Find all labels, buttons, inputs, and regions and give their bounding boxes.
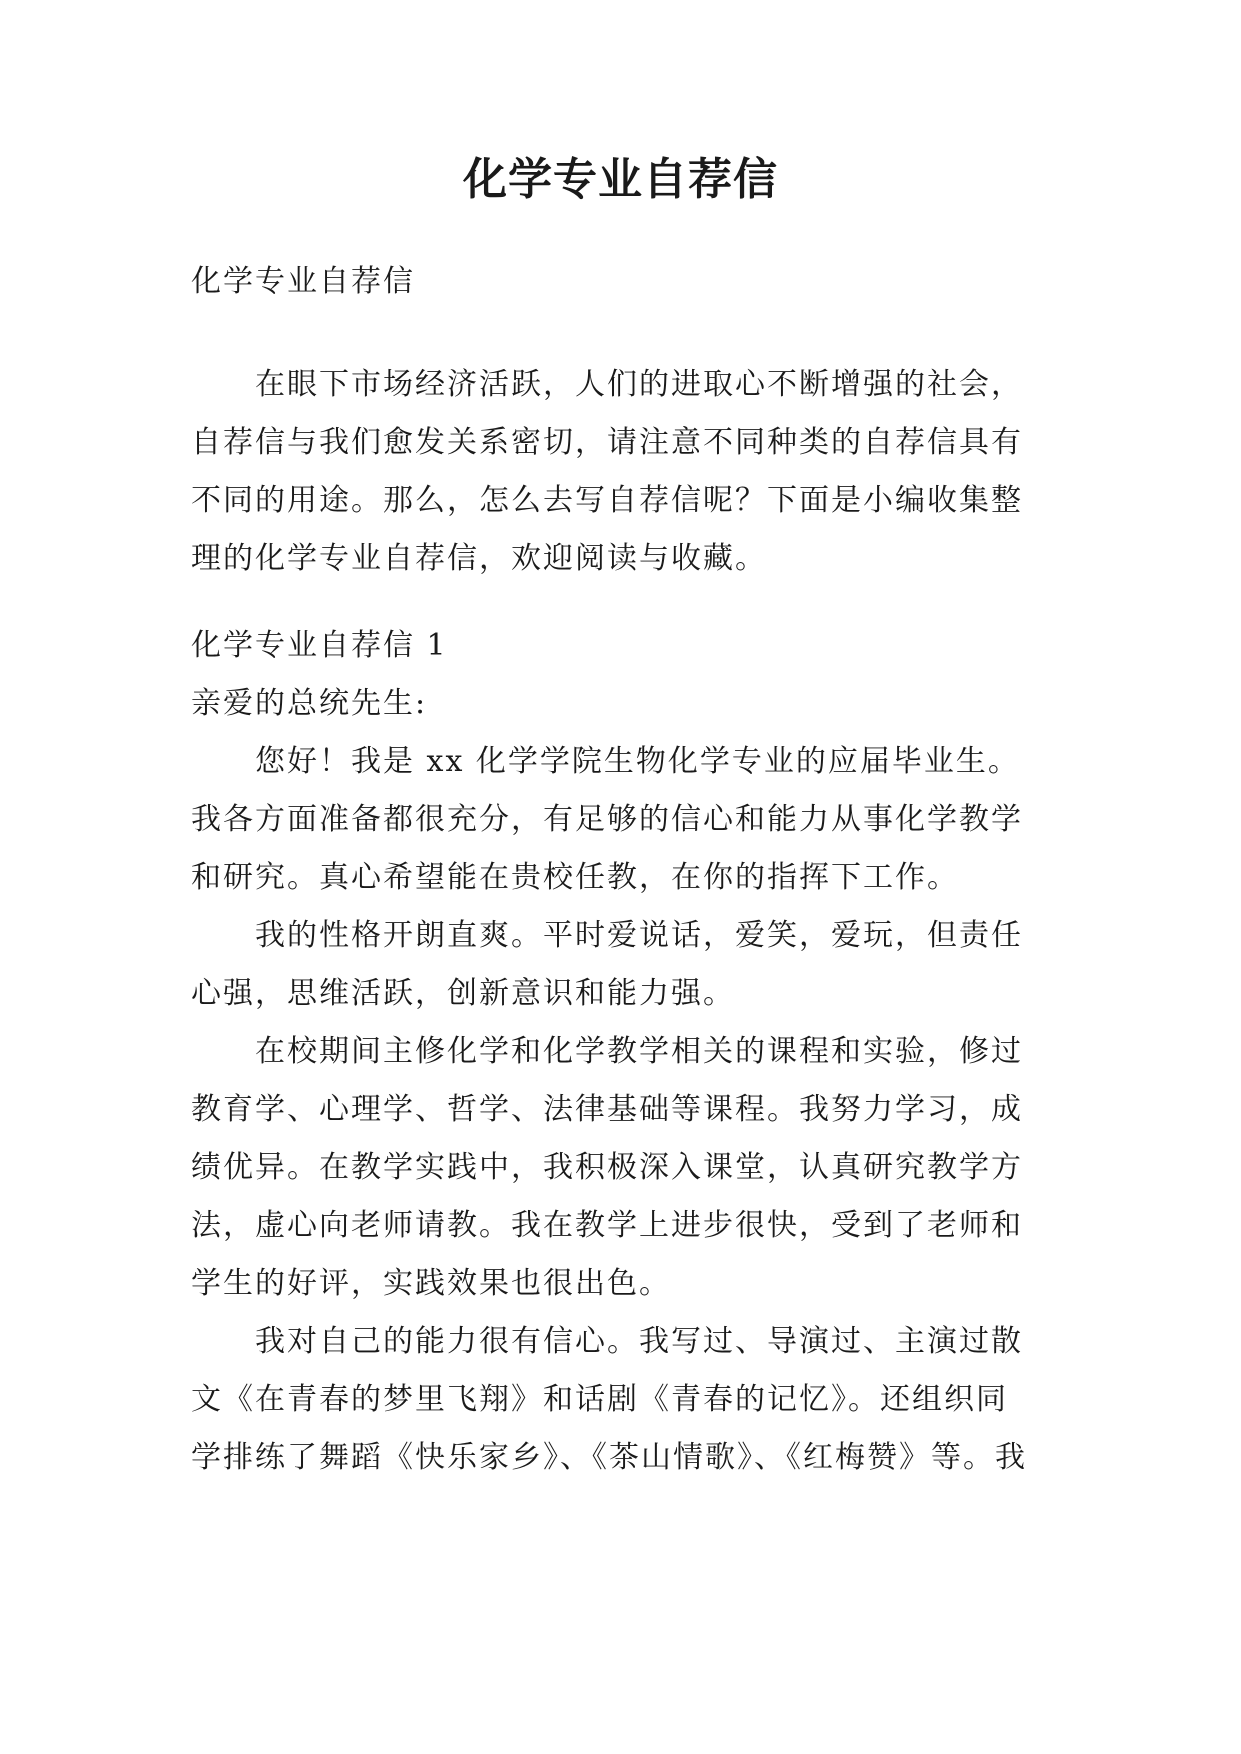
letter-section — [191, 617, 1051, 1487]
intro-line: 在眼下市场经济活跃，人们的进取心不断增强的社会， — [191, 367, 1023, 402]
document-subtitle: 化学专业自荐信 — [191, 264, 415, 299]
body-line: 心强，思维活跃，创新意识和能力强。 — [191, 976, 735, 1011]
body-line: 学排练了舞蹈《快乐家乡》、《茶山情歌》、《红梅赞》等。我 — [191, 1440, 1027, 1475]
intro-paragraph — [191, 356, 1051, 588]
body-line: 在校期间主修化学和化学教学相关的课程和实验，修过 — [191, 1034, 1023, 1069]
document-title: 化学专业自荐信 — [463, 154, 778, 205]
document-subtitle-block — [191, 253, 1051, 311]
body-line: 您好！我是 xx 化学学院生物化学专业的应届毕业生。 — [191, 744, 1020, 779]
body-line: 绩优异。在教学实践中，我积极深入课堂，认真研究教学方 — [191, 1150, 1023, 1185]
intro-line: 理的化学专业自荐信，欢迎阅读与收藏。 — [191, 541, 767, 576]
letter-heading: 化学专业自荐信 1 — [191, 628, 448, 663]
intro-line: 不同的用途。那么，怎么去写自荐信呢？下面是小编收集整 — [191, 483, 1023, 518]
body-line: 我各方面准备都很充分，有足够的信心和能力从事化学教学 — [191, 802, 1023, 837]
intro-line: 自荐信与我们愈发关系密切，请注意不同种类的自荐信具有 — [191, 425, 1023, 460]
body-line: 教育学、心理学、哲学、法律基础等课程。我努力学习，成 — [191, 1092, 1023, 1127]
body-line: 学生的好评，实践效果也很出色。 — [191, 1266, 671, 1301]
body-line: 和研究。真心希望能在贵校任教，在你的指挥下工作。 — [191, 860, 959, 895]
letter-salutation: 亲爱的总统先生: — [191, 686, 428, 721]
body-line: 文《在青春的梦里飞翔》和话剧《青春的记忆》。还组织同 — [191, 1382, 1008, 1417]
body-line: 法，虚心向老师请教。我在教学上进步很快，受到了老师和 — [191, 1208, 1023, 1243]
body-line: 我对自己的能力很有信心。我写过、导演过、主演过散 — [191, 1324, 1023, 1359]
body-line: 我的性格开朗直爽。平时爱说话，爱笑，爱玩，但责任 — [191, 918, 1023, 953]
